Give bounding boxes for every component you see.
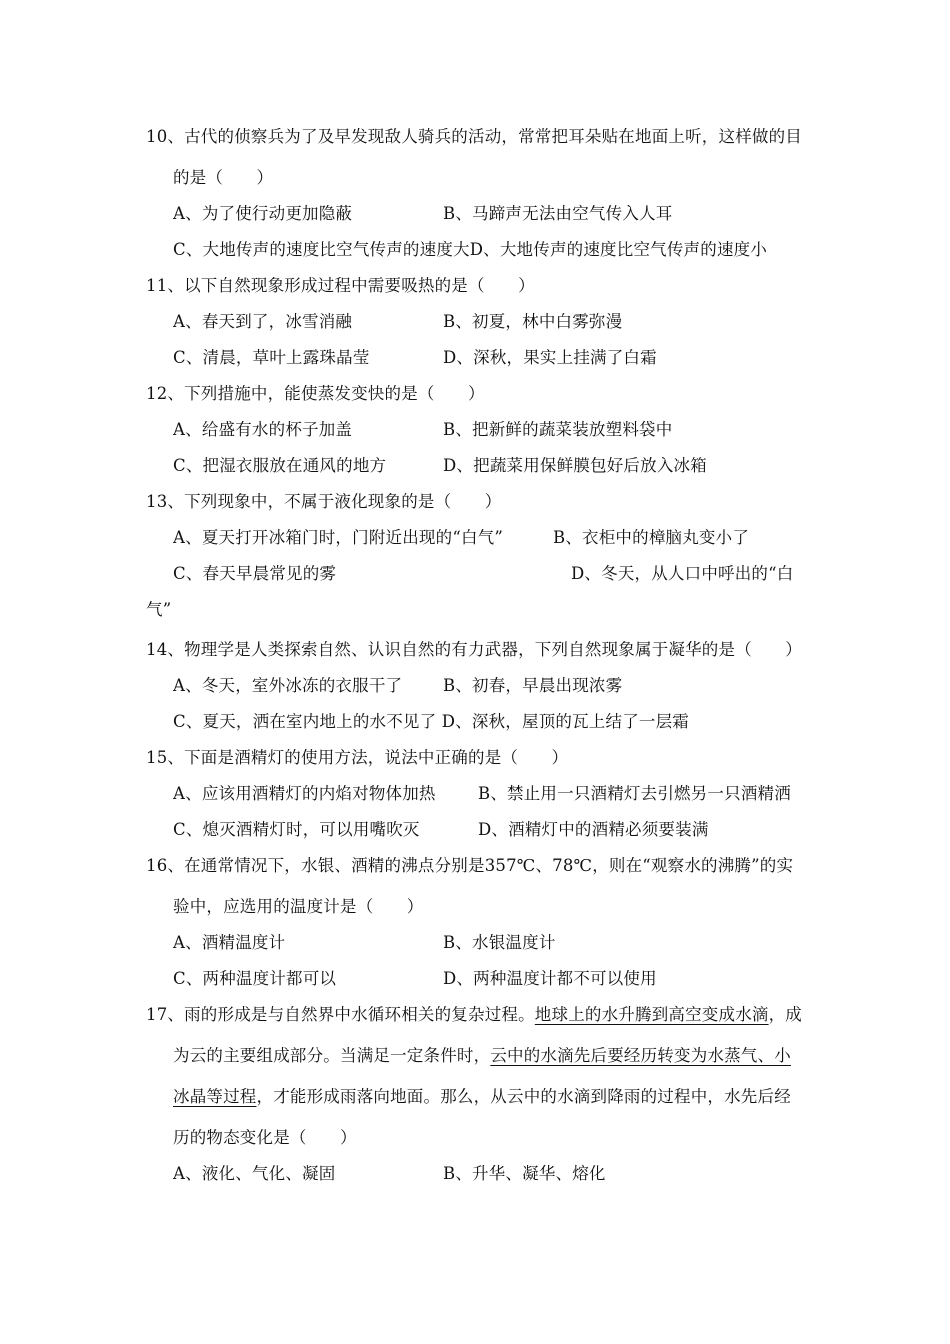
q13-option-a: A、夏天打开冰箱门时，门附近出现的“白气” <box>173 528 503 547</box>
q17-underlined-phrase-1: 地球上的水升腾到高空变成水滴 <box>534 1005 769 1024</box>
q10-option-b: B、马蹄声无法由空气传入人耳 <box>443 204 673 223</box>
q11-option-c: C、清晨，草叶上露珠晶莹 <box>173 348 370 367</box>
q13-option-c: C、春天早晨常见的雾 <box>173 564 337 583</box>
q12-option-c: C、把湿衣服放在通风的地方 <box>173 456 387 475</box>
q10-stem-line2: 的是（ ） <box>173 168 274 187</box>
q17-stem-line2 <box>173 1044 791 1068</box>
q14-stem: 14、物理学是人类探索自然、认识自然的有力武器，下列自然现象属于凝华的是（ ） <box>146 640 802 659</box>
q11-option-a: A、春天到了，冰雪消融 <box>173 312 353 331</box>
q15-option-c: C、熄灭酒精灯时，可以用嘴吹灭 <box>173 820 420 839</box>
q12-option-a: A、给盛有水的杯子加盖 <box>173 420 353 439</box>
q11-stem: 11、以下自然现象形成过程中需要吸热的是（ ） <box>146 276 535 295</box>
q17-stem-line1-text: 17、雨的形成是与自然界中水循环相关的复杂过程。 <box>146 1005 535 1024</box>
q17-option-a: A、液化、气化、凝固 <box>173 1164 336 1183</box>
q15-option-d: D、酒精灯中的酒精必须要装满 <box>478 820 709 839</box>
q10-option-a: A、为了使行动更加隐蔽 <box>173 204 353 223</box>
q17-underlined-phrase-3: 冰晶等过程 <box>173 1087 257 1106</box>
q11-option-d: D、深秋，果实上挂满了白霜 <box>443 348 657 367</box>
q15-option-a: A、应该用酒精灯的内焰对物体加热 <box>173 784 436 803</box>
q14-option-b: B、初春，早晨出现浓雾 <box>443 676 623 695</box>
q16-option-b: B、水银温度计 <box>443 933 556 952</box>
q17-option-b: B、升华、凝华、熔化 <box>443 1164 606 1183</box>
q14-option-cd: C、夏天，洒在室内地上的水不见了 D、深秋，屋顶的瓦上结了一层霜 <box>173 712 689 731</box>
q14-option-a: A、冬天，室外冰冻的衣服干了 <box>173 676 403 695</box>
q13-option-d-line2: 气” <box>146 600 172 619</box>
q12-option-d: D、把蔬菜用保鲜膜包好后放入冰箱 <box>443 456 707 475</box>
q16-option-a: A、酒精温度计 <box>173 933 286 952</box>
q15-stem: 15、下面是酒精灯的使用方法，说法中正确的是（ ） <box>146 748 569 767</box>
q11-option-b: B、初夏，林中白雾弥漫 <box>443 312 623 331</box>
q17-stem-line2-text: 为云的主要组成部分。当满足一定条件时， <box>173 1046 491 1065</box>
q17-stem-line4: 历的物态变化是（ ） <box>173 1128 357 1147</box>
q16-stem-line2: 验中，应选用的温度计是（ ） <box>173 897 424 916</box>
q17-stem-line1 <box>146 1003 802 1027</box>
q13-option-b: B、衣柜中的樟脑丸变小了 <box>553 528 750 547</box>
q10-option-cd: C、大地传声的速度比空气传声的速度大D、大地传声的速度比空气传声的速度小 <box>173 240 768 259</box>
q13-stem: 13、下列现象中，不属于液化现象的是（ ） <box>146 492 502 511</box>
q12-stem: 12、下列措施中，能使蒸发变快的是（ ） <box>146 384 485 403</box>
q17-stem-line1-end: ，成 <box>768 1005 803 1024</box>
q17-stem-line3-text: ，才能形成雨落向地面。那么，从云中的水滴到降雨的过程中，水先后经 <box>256 1087 791 1106</box>
q17-stem-line3 <box>173 1085 791 1109</box>
q16-stem-line1: 16、在通常情况下，水银、酒精的沸点分别是357℃、78℃，则在“观察水的沸腾”的实 <box>146 856 794 875</box>
q17-underlined-phrase-2: 云中的水滴先后要经历转变为水蒸气、小 <box>490 1046 791 1065</box>
q13-option-d-line1: D、冬天，从人口中呼出的“白 <box>571 564 794 583</box>
q15-option-b: B、禁止用一只酒精灯去引燃另一只酒精洒 <box>478 784 791 803</box>
q16-option-c: C、两种温度计都可以 <box>173 969 337 988</box>
q16-option-d: D、两种温度计都不可以使用 <box>443 969 657 988</box>
q10-stem-line1: 10、古代的侦察兵为了及早发现敌人骑兵的活动，常常把耳朵贴在地面上听，这样做的目 <box>146 127 802 146</box>
q12-option-b: B、把新鲜的蔬菜装放塑料袋中 <box>443 420 673 439</box>
